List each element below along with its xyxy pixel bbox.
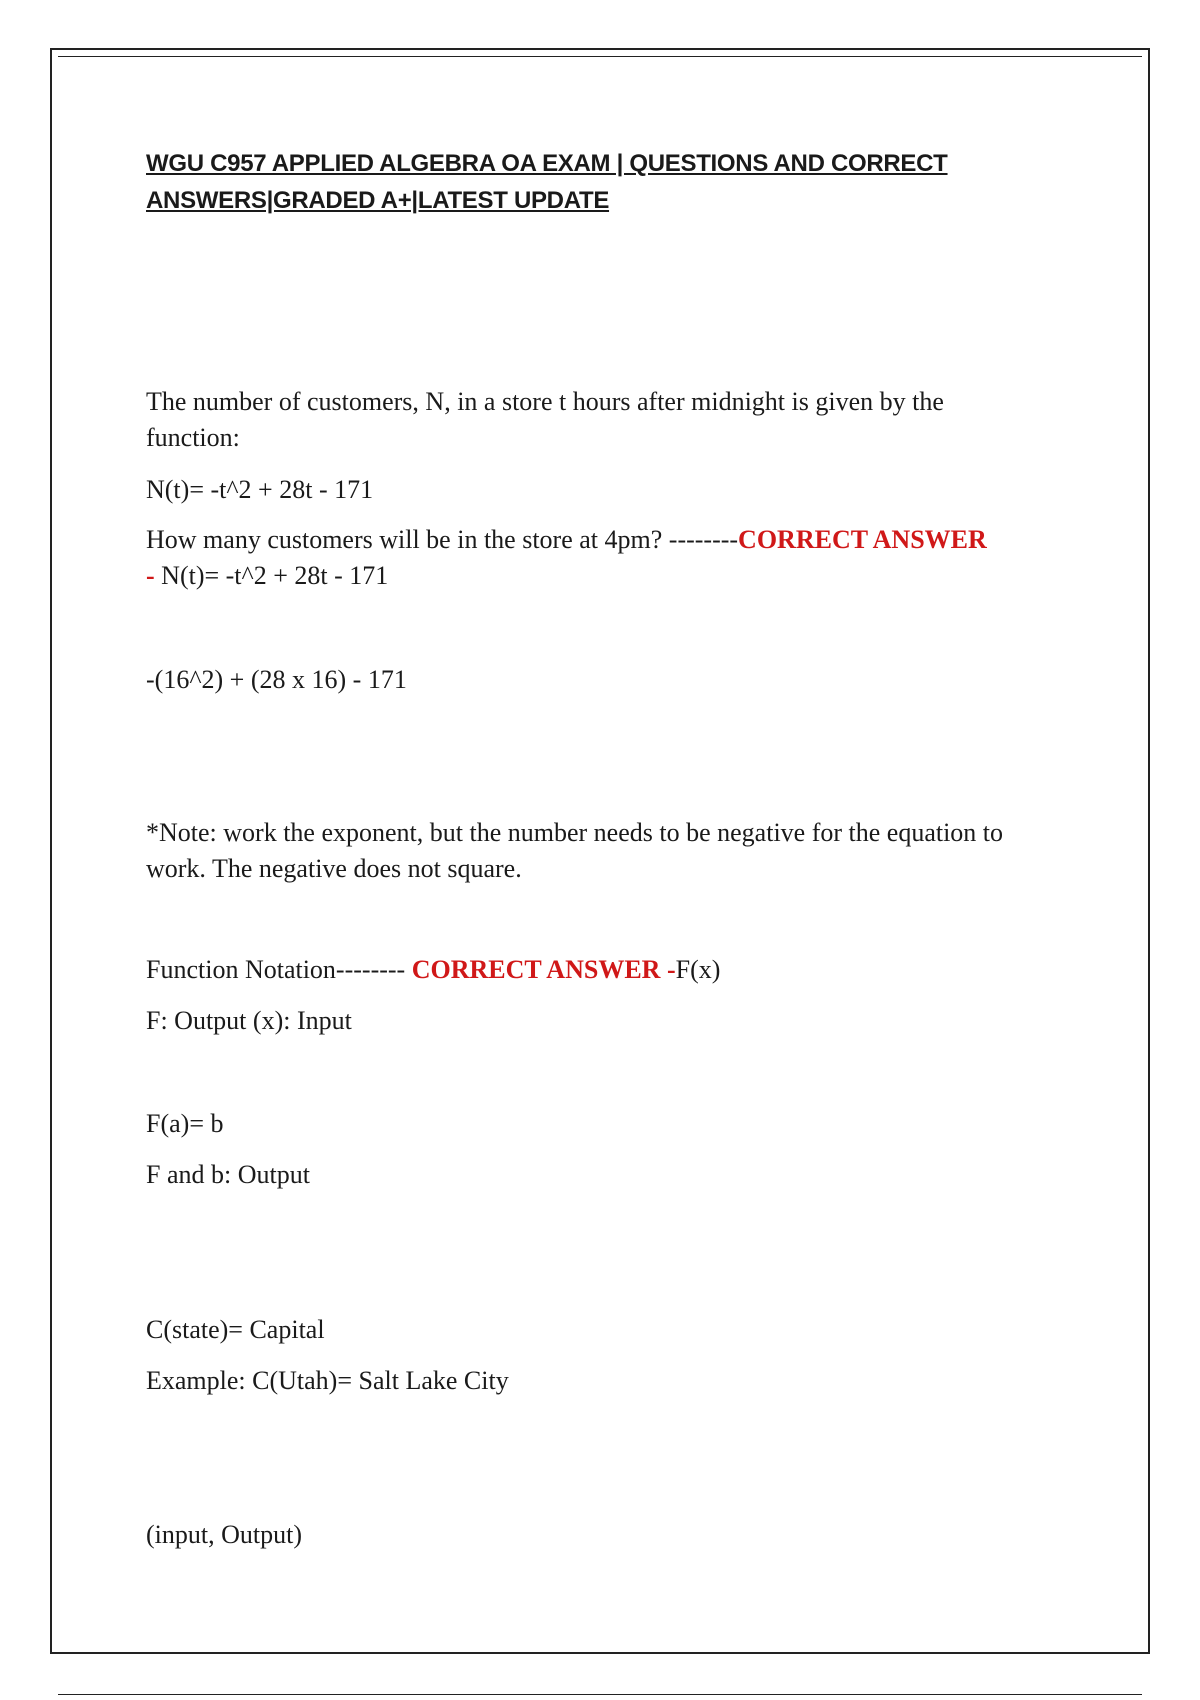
q1-question-text: How many customers will be in the store at 4pm? -------- <box>146 525 739 554</box>
q2-line-fa-b: F(a)= b <box>146 1109 224 1138</box>
q2-line-c-state: C(state)= Capital <box>146 1315 325 1344</box>
document-title: WGU C957 APPLIED ALGEBRA OA EXAM | QUESTIONS AND CORRECT ANSWERS|GRADED A+|LATEST UPDATE <box>146 150 948 214</box>
q1-answer-dash: - <box>146 561 155 590</box>
q1-intro: The number of customers, N, in a store t hours after midnight is given by the function: <box>146 387 944 452</box>
q1-note: *Note: work the exponent, but the number needs to be negative for the equation to work. The negative does not square. <box>146 818 1004 883</box>
page-top-rule <box>58 56 1142 57</box>
q1-correct-answer-label: CORRECT ANSWER <box>738 525 987 554</box>
q2-answer-text: F(x) <box>675 955 721 984</box>
q1-answer-text: N(t)= -t^2 + 28t - 171 <box>154 561 389 590</box>
q2-line-input-output: (input, Output) <box>146 1520 302 1549</box>
page-bottom-rule <box>58 1694 1142 1695</box>
q2-correct-answer-label: CORRECT ANSWER - <box>411 955 676 984</box>
q2-question <box>146 952 720 988</box>
q1-function: N(t)= -t^2 + 28t - 171 <box>146 475 374 504</box>
q2-question-text: Function Notation-------- <box>146 955 412 984</box>
q1-question <box>146 522 1066 594</box>
q2-line-f-and-b: F and b: Output <box>146 1160 310 1189</box>
q1-work: -(16^2) + (28 x 16) - 171 <box>146 665 407 694</box>
q2-line-example: Example: C(Utah)= Salt Lake City <box>146 1366 509 1395</box>
q2-line-output-input: F: Output (x): Input <box>146 1006 352 1035</box>
